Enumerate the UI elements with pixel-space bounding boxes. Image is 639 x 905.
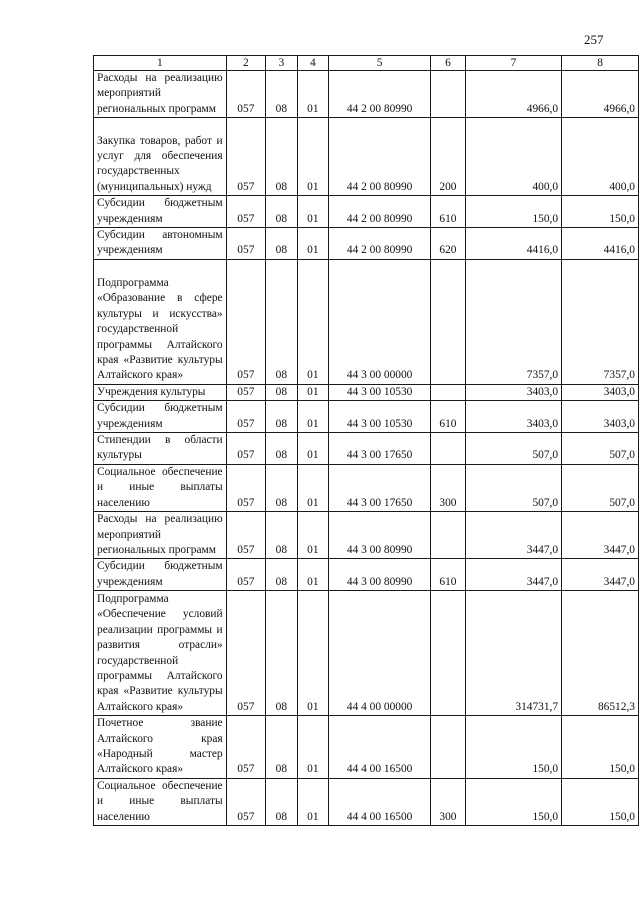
table-row [94, 433, 639, 465]
amount-8-cell: 507,0 [562, 464, 639, 511]
row-name-cell: Подпрограмма «Образование в сфере культуры и искусства» государственной программы Алтайского края «Развитие культуры Алтайского края» [94, 259, 227, 384]
header-cell: 3 [266, 56, 298, 71]
row-name-cell: Стипендии в области культуры [94, 433, 227, 465]
table-row [94, 464, 639, 511]
table-row [94, 259, 639, 384]
code-4-cell: 01 [297, 196, 329, 228]
code-4-cell: 01 [297, 778, 329, 825]
header-cell: 1 [94, 56, 227, 71]
code-2-cell: 057 [226, 464, 265, 511]
header-cell: 4 [297, 56, 329, 71]
row-name-cell: Подпрограмма «Обеспечение условий реализации программы и развития отрасли» государственной программы Алтайского края «Развитие культуры Алтайского края» [94, 591, 227, 716]
row-name-cell: Закупка товаров, работ и услуг для обеспечения государственных (муниципальных) нужд [94, 118, 227, 196]
target-code-cell: 44 4 00 16500 [329, 716, 431, 779]
target-code-cell: 44 3 00 10530 [329, 401, 431, 433]
code-3-cell: 08 [266, 228, 298, 260]
amount-8-cell: 3403,0 [562, 401, 639, 433]
expense-type-cell [431, 716, 466, 779]
code-2-cell: 057 [226, 401, 265, 433]
code-4-cell: 01 [297, 401, 329, 433]
amount-7-cell: 507,0 [465, 464, 561, 511]
row-name-cell: Субсидии бюджетным учреждениям [94, 559, 227, 591]
code-2-cell: 057 [226, 118, 265, 196]
amount-7-cell: 400,0 [465, 118, 561, 196]
code-2-cell: 057 [226, 259, 265, 384]
table-row [94, 559, 639, 591]
amount-8-cell: 86512,3 [562, 591, 639, 716]
page-number: 257 [584, 32, 604, 47]
table-row [94, 118, 639, 196]
amount-8-cell: 7357,0 [562, 259, 639, 384]
row-name-cell: Субсидии автономным учреждениям [94, 228, 227, 260]
expense-type-cell: 620 [431, 228, 466, 260]
code-4-cell: 01 [297, 591, 329, 716]
amount-7-cell: 4416,0 [465, 228, 561, 260]
header-cell: 8 [562, 56, 639, 71]
code-4-cell: 01 [297, 559, 329, 591]
target-code-cell: 44 2 00 80990 [329, 71, 431, 118]
amount-8-cell: 150,0 [562, 716, 639, 779]
code-2-cell: 057 [226, 591, 265, 716]
code-3-cell: 08 [266, 591, 298, 716]
amount-7-cell: 4966,0 [465, 71, 561, 118]
table-row [94, 778, 639, 825]
expense-type-cell: 610 [431, 401, 466, 433]
row-name-cell: Расходы на реализацию мероприятий региональных программ [94, 512, 227, 559]
code-4-cell: 01 [297, 384, 329, 400]
amount-8-cell: 3447,0 [562, 559, 639, 591]
amount-8-cell: 507,0 [562, 433, 639, 465]
target-code-cell: 44 3 00 17650 [329, 464, 431, 511]
code-3-cell: 08 [266, 778, 298, 825]
amount-7-cell: 3403,0 [465, 384, 561, 400]
amount-7-cell: 150,0 [465, 778, 561, 825]
target-code-cell: 44 4 00 16500 [329, 778, 431, 825]
row-name-cell: Субсидии бюджетным учреждениям [94, 401, 227, 433]
target-code-cell: 44 3 00 80990 [329, 559, 431, 591]
code-2-cell: 057 [226, 559, 265, 591]
expense-type-cell: 200 [431, 118, 466, 196]
target-code-cell: 44 2 00 80990 [329, 228, 431, 260]
amount-7-cell: 3447,0 [465, 559, 561, 591]
code-4-cell: 01 [297, 464, 329, 511]
amount-8-cell: 3447,0 [562, 512, 639, 559]
amount-7-cell: 7357,0 [465, 259, 561, 384]
amount-8-cell: 3403,0 [562, 384, 639, 400]
table-row [94, 384, 639, 400]
table-row [94, 591, 639, 716]
code-2-cell: 057 [226, 716, 265, 779]
amount-7-cell: 507,0 [465, 433, 561, 465]
code-3-cell: 08 [266, 401, 298, 433]
expense-type-cell [431, 591, 466, 716]
expense-type-cell [431, 384, 466, 400]
expense-type-cell [431, 512, 466, 559]
amount-7-cell: 314731,7 [465, 591, 561, 716]
amount-8-cell: 400,0 [562, 118, 639, 196]
code-2-cell: 057 [226, 196, 265, 228]
row-name-cell: Учреждения культуры [94, 384, 227, 400]
header-cell: 2 [226, 56, 265, 71]
code-2-cell: 057 [226, 512, 265, 559]
code-2-cell: 057 [226, 778, 265, 825]
table-header-row [94, 56, 639, 71]
table-row [94, 228, 639, 260]
amount-7-cell: 150,0 [465, 196, 561, 228]
target-code-cell: 44 4 00 00000 [329, 591, 431, 716]
code-3-cell: 08 [266, 512, 298, 559]
code-3-cell: 08 [266, 559, 298, 591]
code-4-cell: 01 [297, 71, 329, 118]
target-code-cell: 44 2 00 80990 [329, 196, 431, 228]
code-4-cell: 01 [297, 716, 329, 779]
code-2-cell: 057 [226, 228, 265, 260]
expense-type-cell [431, 259, 466, 384]
amount-8-cell: 4966,0 [562, 71, 639, 118]
amount-8-cell: 4416,0 [562, 228, 639, 260]
code-2-cell: 057 [226, 71, 265, 118]
budget-table [93, 55, 639, 826]
code-2-cell: 057 [226, 384, 265, 400]
target-code-cell: 44 3 00 17650 [329, 433, 431, 465]
expense-type-cell: 610 [431, 196, 466, 228]
expense-type-cell [431, 71, 466, 118]
row-name-cell: Социальное обеспечение и иные выплаты населению [94, 464, 227, 511]
expense-type-cell [431, 433, 466, 465]
target-code-cell: 44 3 00 00000 [329, 259, 431, 384]
code-4-cell: 01 [297, 228, 329, 260]
amount-8-cell: 150,0 [562, 196, 639, 228]
target-code-cell: 44 3 00 80990 [329, 512, 431, 559]
row-name-cell: Почетное звание Алтайского края «Народный мастер Алтайского края» [94, 716, 227, 779]
header-cell: 5 [329, 56, 431, 71]
code-3-cell: 08 [266, 259, 298, 384]
code-2-cell: 057 [226, 433, 265, 465]
code-4-cell: 01 [297, 433, 329, 465]
expense-type-cell: 300 [431, 778, 466, 825]
row-name-cell: Субсидии бюджетным учреждениям [94, 196, 227, 228]
amount-7-cell: 3447,0 [465, 512, 561, 559]
code-3-cell: 08 [266, 196, 298, 228]
table-row [94, 512, 639, 559]
amount-7-cell: 150,0 [465, 716, 561, 779]
code-3-cell: 08 [266, 464, 298, 511]
code-3-cell: 08 [266, 71, 298, 118]
amount-8-cell: 150,0 [562, 778, 639, 825]
header-cell: 7 [465, 56, 561, 71]
expense-type-cell: 300 [431, 464, 466, 511]
code-3-cell: 08 [266, 384, 298, 400]
table-row [94, 401, 639, 433]
code-3-cell: 08 [266, 118, 298, 196]
target-code-cell: 44 3 00 10530 [329, 384, 431, 400]
amount-7-cell: 3403,0 [465, 401, 561, 433]
table-row [94, 196, 639, 228]
table-row [94, 716, 639, 779]
expense-type-cell: 610 [431, 559, 466, 591]
row-name-cell: Социальное обеспечение и иные выплаты населению [94, 778, 227, 825]
code-4-cell: 01 [297, 118, 329, 196]
code-4-cell: 01 [297, 512, 329, 559]
code-3-cell: 08 [266, 433, 298, 465]
row-name-cell: Расходы на реализацию мероприятий региональных программ [94, 71, 227, 118]
table-row [94, 71, 639, 118]
code-4-cell: 01 [297, 259, 329, 384]
header-cell: 6 [431, 56, 466, 71]
code-3-cell: 08 [266, 716, 298, 779]
target-code-cell: 44 2 00 80990 [329, 118, 431, 196]
